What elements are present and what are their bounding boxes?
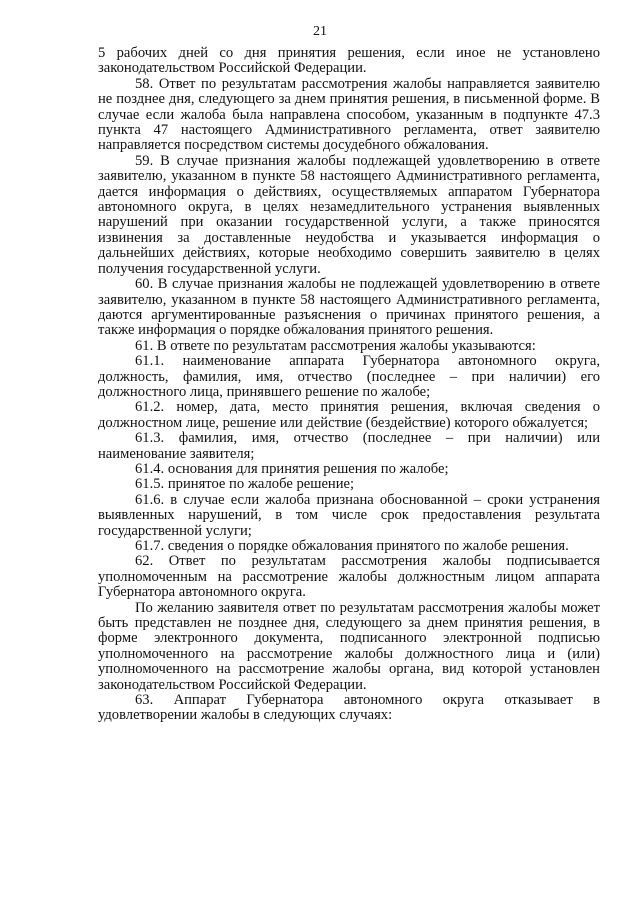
page-number: 21 <box>313 24 327 39</box>
paragraph: 61.5. принятое по жалобе решение; <box>135 476 355 493</box>
paragraph: По желанию заявителя ответ по результатам рассмотрения жалобы может быть представлен не позднее дня, следующего за днем принятия решения, в форме электронного документа, подписанного электронной подписью уполномоченного на рассмотрение жалобы должностного лица и (или) уполномоченного на рассмотрение жалобы органа, вид которой установлен законодательством Российской Федерации. <box>98 599 600 693</box>
paragraph: 61.7. сведения о порядке обжалования принятого по жалобе решения. <box>135 538 569 554</box>
paragraph: 61.1. наименование аппарата Губернатора автономного округа, должность, фамилия, имя, отчество (последнее – при наличии) его должностного лица, принявшего решение по жалобе; <box>98 353 600 400</box>
paragraph: 59. В случае признания жалобы подлежащей удовлетворению в ответе заявителю, указанном в пункте 58 настоящего Административного регламента, дается информация о действиях, осуществляемых аппаратом Губернатора автономного округа, в целях незамедлительного устранения выявленных нарушений при оказании государственной услуги, а также приносятся извинения за доставленные неудобства и указывается информация о дальнейших действиях, которые необходимо совершить заявителю в целях получения государственной услуги. <box>98 152 600 277</box>
paragraph: 63. Аппарат Губернатора автономного округа отказывает в удовлетворении жалобы в следующих случаях: <box>98 692 600 724</box>
paragraph: 58. Ответ по результатам рассмотрения жалобы направляется заявителю не позднее дня, следующего за днем принятия решения, в письменной форме. В случае если жалоба была направлена способом, указанным в подпункте 47.3 пункта 47 настоящего Административного регламента, ответ заявителю направляется посредством системы досудебного обжалования. <box>98 75 600 154</box>
paragraph: 61.6. в случае если жалоба признана обоснованной – сроки устранения выявленных нарушений, в том числе срок предоставления результата государственной услуги; <box>98 491 600 539</box>
paragraph: 61.3. фамилия, имя, отчество (последнее – при наличии) или наименование заявителя; <box>98 430 600 462</box>
paragraph: 5 рабочих дней со дня принятия решения, если иное не установлено законодательством Российской Федерации. <box>98 45 600 77</box>
document-body <box>98 46 600 724</box>
paragraph: 61.4. основания для принятия решения по жалобе; <box>135 460 449 477</box>
paragraph: 61.2. номер, дата, место принятия решения, включая сведения о должностном лице, решение или действие (бездействие) которого обжалуется; <box>98 399 600 431</box>
paragraph: 60. В случае признания жалобы не подлежащей удовлетворению в ответе заявителю, указанном в пункте 58 настоящего Административного регламента, даются аргументированные разъяснения о причинах принятого решения, а также информация о порядке обжалования принятого решения. <box>98 276 600 339</box>
paragraph: 61. В ответе по результатам рассмотрения жалобы указываются: <box>135 337 536 354</box>
paragraph: 62. Ответ по результатам рассмотрения жалобы подписывается уполномоченным на рассмотрение жалобы должностным лицом аппарата Губернатора автономного округа. <box>98 553 600 601</box>
